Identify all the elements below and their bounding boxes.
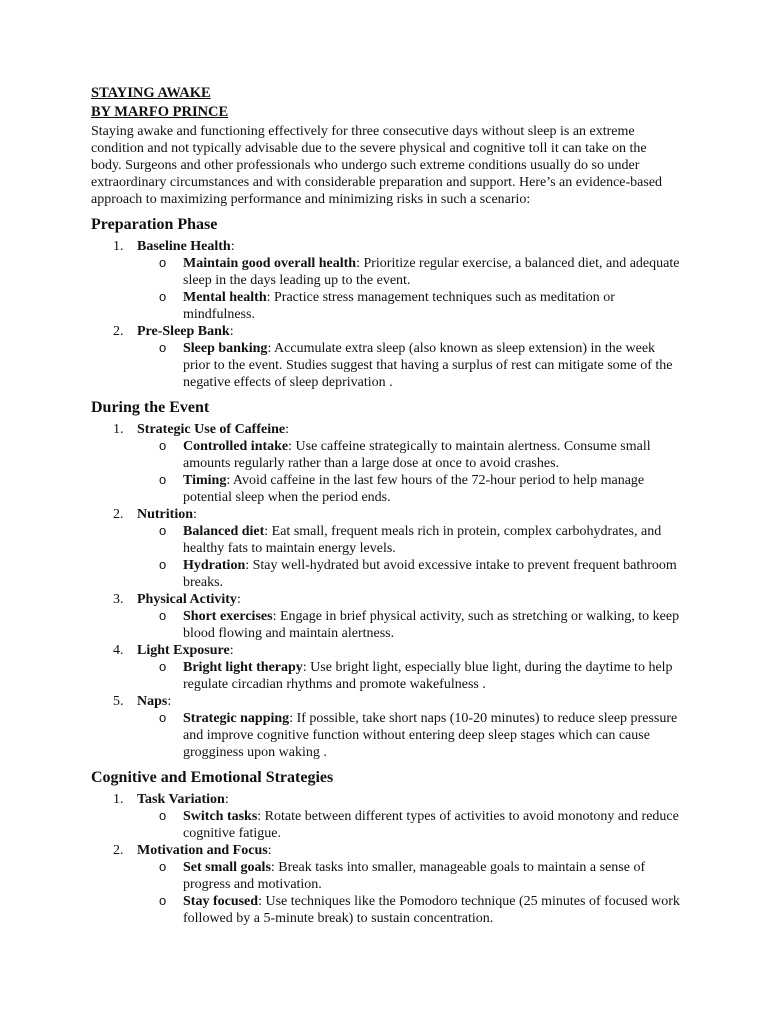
bullet-list-item — [137, 859, 681, 893]
item-title-colon: : — [167, 694, 172, 709]
bullet-list — [137, 608, 681, 642]
bullet-term: Maintain good overall health — [183, 256, 357, 271]
bullet-term: Sleep banking — [183, 341, 268, 356]
item-title: Baseline Health — [137, 239, 231, 254]
hollow-bullet-icon: o — [159, 557, 167, 572]
numbered-list — [91, 421, 681, 761]
bullet-list — [137, 808, 681, 842]
bullet-list-item — [137, 893, 681, 927]
document-title: STAYING AWAKE — [91, 85, 211, 101]
list-number: 1. — [113, 422, 124, 437]
bullet-text: : Practice stress management techniques such as meditation or mindfulness. — [183, 290, 615, 322]
bullet-term: Short exercises — [183, 609, 273, 624]
section-heading: During the Event — [91, 399, 210, 416]
bullet-text: : Rotate between different types of activities to avoid monotony and reduce cognitive fatigue. — [183, 809, 679, 841]
bullet-text: : Engage in brief physical activity, such as stretching or walking, to keep blood flowing and maintain alertness. — [183, 609, 680, 641]
item-title-colon: : — [236, 592, 241, 607]
bullet-list-item — [137, 808, 681, 842]
hollow-bullet-icon: o — [159, 659, 167, 674]
bullet-list — [137, 255, 681, 323]
bullet-list — [137, 523, 681, 591]
numbered-list — [91, 238, 681, 391]
list-number: 2. — [113, 324, 124, 339]
bullet-term: Hydration — [183, 558, 246, 573]
bullet-term: Strategic napping — [183, 711, 290, 726]
bullet-list — [137, 340, 681, 391]
bullet-text: : Use bright light, especially blue light, during the daytime to help regulate circadian rhythms and promote wakefulness . — [183, 660, 673, 692]
list-number: 2. — [113, 843, 124, 858]
item-title-colon: : — [193, 507, 197, 522]
bullet-term: Stay focused — [183, 894, 259, 909]
bullet-term: Mental health — [183, 290, 267, 305]
bullet-list-item — [137, 523, 681, 557]
numbered-list-item — [91, 323, 681, 391]
numbered-list-item — [91, 842, 681, 927]
bullet-list-item — [137, 340, 681, 391]
item-title: Strategic Use of Caffeine — [137, 422, 286, 437]
item-title: Task Variation — [137, 792, 225, 807]
item-title-colon: : — [229, 643, 234, 658]
item-title: Pre-Sleep Bank — [137, 324, 230, 339]
bullet-text: : Stay well-hydrated but avoid excessive intake to prevent frequent bathroom breaks. — [183, 558, 677, 590]
item-title-colon: : — [267, 843, 272, 858]
bullet-text: : Accumulate extra sleep (also known as sleep extension) in the week prior to the event. Studies suggest that having a surplus of rest can mitigate some of the negative effects of sleep deprivation . — [183, 341, 673, 390]
document-body — [91, 215, 681, 927]
numbered-list-item — [91, 693, 681, 761]
bullet-list-item — [137, 472, 681, 506]
list-number: 3. — [113, 592, 124, 607]
bullet-term: Set small goals — [183, 860, 271, 875]
document-page — [91, 84, 681, 927]
numbered-list — [91, 791, 681, 927]
bullet-list-item — [137, 438, 681, 472]
numbered-list-item — [91, 421, 681, 506]
intro-paragraph: Staying awake and functioning effectively for three consecutive days without sleep is an extreme condition and not typically advisable due to the severe physical and cognitive toll it can take on the body. Surgeons and other professionals who undergo such extreme conditions usually do so under extraordinary circumstances and with considerable preparation and support. Here’s an evidence-based approach to maximizing performance and minimizing risks in such a scenario: — [91, 124, 663, 207]
item-title-colon: : — [285, 422, 290, 437]
hollow-bullet-icon: o — [159, 472, 167, 487]
bullet-term: Controlled intake — [183, 439, 289, 454]
item-title-colon: : — [229, 324, 234, 339]
bullet-text: : Eat small, frequent meals rich in protein, complex carbohydrates, and healthy fats to maintain energy levels. — [183, 524, 662, 556]
item-title: Nutrition — [137, 507, 193, 522]
item-title-colon: : — [224, 792, 229, 807]
hollow-bullet-icon: o — [159, 438, 167, 453]
item-title-colon: : — [230, 239, 235, 254]
hollow-bullet-icon: o — [159, 710, 167, 725]
bullet-list-item — [137, 710, 681, 761]
bullet-list — [137, 438, 681, 506]
bullet-list-item — [137, 659, 681, 693]
bullet-term: Bright light therapy — [183, 660, 303, 675]
numbered-list-item — [91, 642, 681, 693]
hollow-bullet-icon: o — [159, 893, 167, 908]
bullet-term: Timing — [183, 473, 227, 488]
hollow-bullet-icon: o — [159, 523, 167, 538]
numbered-list-item — [91, 238, 681, 323]
list-number: 2. — [113, 507, 124, 522]
list-number: 1. — [113, 239, 124, 254]
bullet-list — [137, 710, 681, 761]
list-number: 1. — [113, 792, 124, 807]
section-heading: Cognitive and Emotional Strategies — [91, 769, 334, 786]
bullet-term: Switch tasks — [183, 809, 258, 824]
bullet-list-item — [137, 289, 681, 323]
hollow-bullet-icon: o — [159, 289, 167, 304]
item-title: Naps — [137, 694, 168, 709]
hollow-bullet-icon: o — [159, 255, 167, 270]
bullet-list — [137, 659, 681, 693]
document-author: BY MARFO PRINCE — [91, 104, 229, 120]
bullet-text: : Use techniques like the Pomodoro technique (25 minutes of focused work followed by a 5-minute break) to sustain concentration. — [183, 894, 680, 926]
item-title: Motivation and Focus — [137, 843, 268, 858]
bullet-text: : If possible, take short naps (10-20 minutes) to reduce sleep pressure and improve cognitive function without entering deep sleep stages which can cause grogginess upon waking . — [183, 711, 678, 760]
bullet-list-item — [137, 557, 681, 591]
hollow-bullet-icon: o — [159, 808, 167, 823]
list-number: 4. — [113, 643, 124, 658]
hollow-bullet-icon: o — [159, 340, 167, 355]
numbered-list-item — [91, 591, 681, 642]
hollow-bullet-icon: o — [159, 859, 167, 874]
list-number: 5. — [113, 694, 124, 709]
item-title: Physical Activity — [137, 592, 237, 607]
numbered-list-item — [91, 791, 681, 842]
bullet-term: Balanced diet — [183, 524, 265, 539]
numbered-list-item — [91, 506, 681, 591]
bullet-list-item — [137, 255, 681, 289]
bullet-text: : Prioritize regular exercise, a balanced diet, and adequate sleep in the days leading up to the event. — [183, 256, 680, 288]
bullet-text: : Break tasks into smaller, manageable goals to maintain a sense of progress and motivation. — [183, 860, 646, 892]
section-heading: Preparation Phase — [91, 216, 218, 233]
hollow-bullet-icon: o — [159, 608, 167, 623]
item-title: Light Exposure — [137, 643, 230, 658]
bullet-text: : Avoid caffeine in the last few hours of the 72-hour period to help manage potential sleep when the period ends. — [183, 473, 645, 505]
bullet-text: : Use caffeine strategically to maintain alertness. Consume small amounts regularly rather than a large dose at once to avoid crashes. — [183, 439, 651, 471]
bullet-list — [137, 859, 681, 927]
bullet-list-item — [137, 608, 681, 642]
